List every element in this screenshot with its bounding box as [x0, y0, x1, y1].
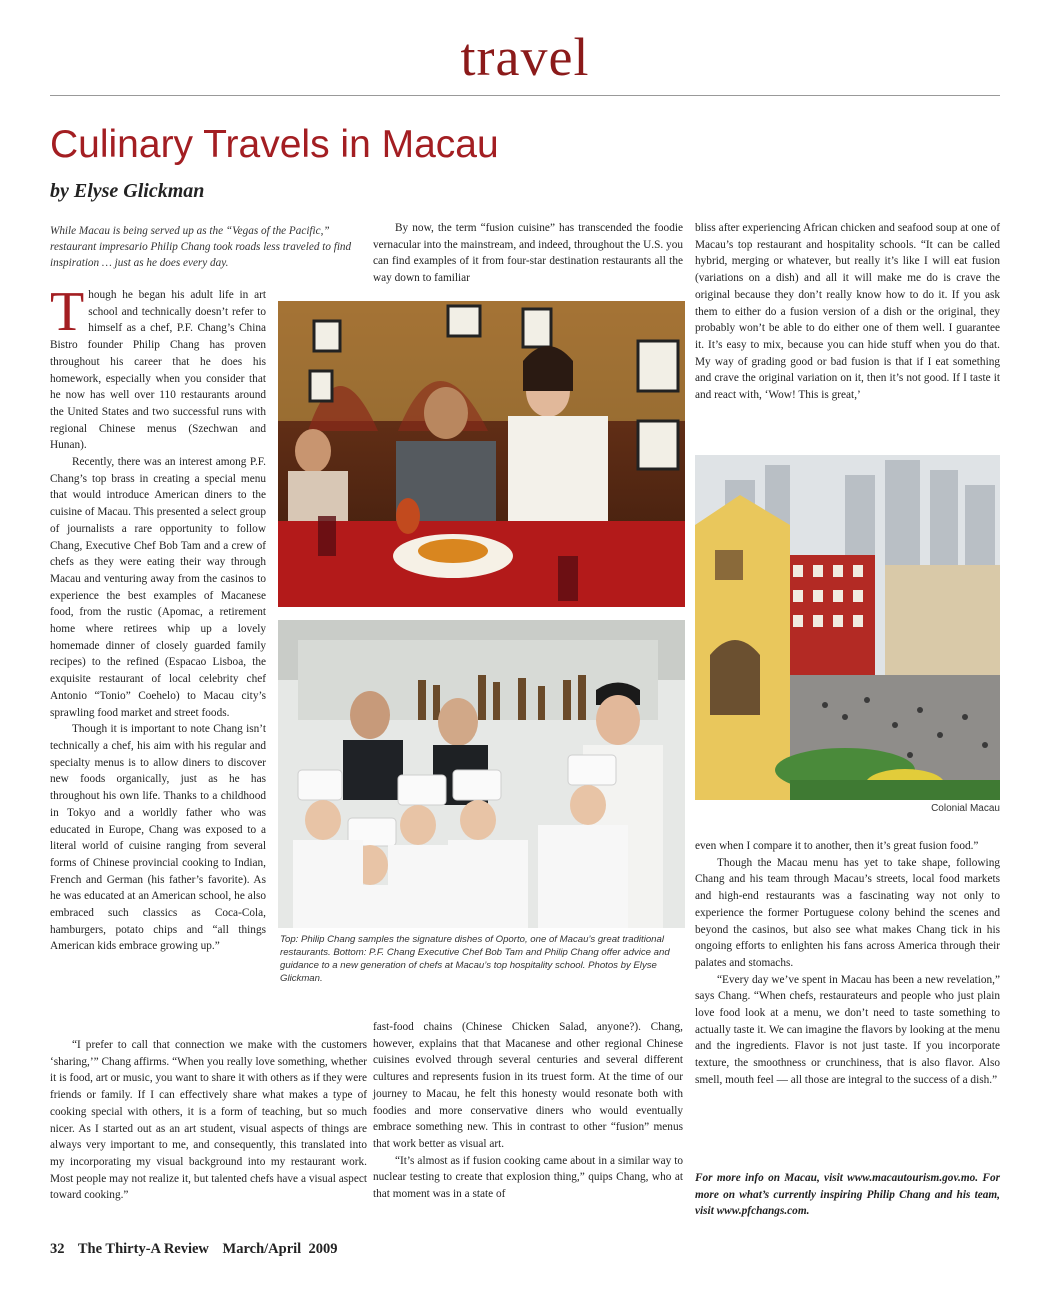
paragraph-7: “It’s almost as if fusion cooking came about in a similar way to nuclear testing to create that explosion thing,” quips Chang, who at that moment was in a state of	[373, 1154, 683, 1201]
publication-name: The Thirty-A Review	[77, 1241, 209, 1257]
photo-caption: Top: Philip Chang samples the signature dishes of Oporto, one of Macau’s great traditional restaurants. Bottom: P.F. Chang Executive Chef Bob Tam and Philip Chang offer advice and guidance to a new generation of chefs at Macau’s top hospitality school. Photos by Elyse Glickman.	[280, 934, 670, 984]
article-title: Culinary Travels in Macau	[50, 123, 499, 166]
colonial-macau-caption: Colonial Macau	[931, 803, 1000, 814]
section-heading: travel	[460, 27, 590, 87]
page-number: 32	[50, 1241, 65, 1257]
drop-cap: T	[50, 281, 85, 343]
paragraph-4: “I prefer to call that connection we make with the customers ‘sharing,’” Chang affirms. “When you really love something, whether it is food, art or music, you want to share it with others as if they were friends or family. If I can effectively share what makes a type of cooking special with others, it is a form of teaching, but so much nicer. As I started out as an art student, visual aspects of things are always very important to me, and consequently, this translated into my incorporating my visual background into my restaurant work. Most people may not realize it, but talented chefs have a visual aspect toward cooking.”	[50, 1039, 367, 1202]
more-info-note: For more info on Macau, visit www.macautourism.gov.mo. For more on what’s currently inspiring Philip Chang and his team, visit www.pfchangs.com.	[695, 1172, 1000, 1218]
chefs-photo-image	[278, 620, 685, 928]
article-deck: While Macau is being served up as the “Vegas of the Pacific,” restaurant impresario Philip Chang took roads less traveled to find inspiration … just as he does every day.	[50, 225, 352, 269]
column-3-middle	[695, 838, 1000, 1089]
issue-date: March/April 2009	[222, 1241, 338, 1257]
paragraph-3: Though it is important to note Chang isn’t technically a chef, his aim with his regular and specialty menus is to allow diners to discover new foods organically, just as he has throughout his own life. Thanks to a childhood in Tokyo and a worldly father who was educated in Europe, Chang was exposed to a literal world of cuisine ranging from several forms of Chinese provincial cooking to Indian, French and German (his father’s favorite). As he was educated at an American school, he also embraced such classics as Coca-Cola, hamburgers, potato chips and “all things American kids embrace growing up.”	[50, 723, 266, 953]
column-1-top	[50, 281, 266, 955]
column-2-bottom	[373, 1019, 683, 1203]
paragraph-1	[50, 281, 266, 454]
paragraph-9: even when I compare it to another, then it’s great fusion food.”	[695, 840, 979, 852]
paragraph-5: By now, the term “fusion cuisine” has transcended the foodie vernacular into the mainstream, and indeed, throughout the U.S. you can find examples of it from four-star destination restaurants all the way down to familiar	[373, 222, 683, 285]
restaurant-photo	[278, 301, 685, 607]
paragraph-1-text: hough he began his adult life in art school and technically doesn’t refer to himself as a chef, P.F. Chang’s China Bistro founder Philip Chang has proven throughout his career that he does his homework, especially when you consider that he now has well over 110 restaurants around the United States and two successful runs with regional Chinese menus (Szechwan and Hunan).	[50, 289, 266, 452]
byline: by Elyse Glickman	[50, 180, 205, 202]
column-3-top	[695, 220, 1000, 404]
paragraph-8: bliss after experiencing African chicken and seafood soup at one of Macau’s top restaurant and hospitality schools. “It can be called hybrid, merging or whatever, but really it’s like I will eat fusion (variations on a dish) and all it will make me do is crave the original because they don’t really know how to do it. If you ask them to either do a fusion version of a dish or the original, they probably won’t be able to do either one of them well. I guarantee it. It’s easy to mix, because you can hide stuff when you do that. My way of grading good or bad fusion is that if I eat something and crave the original variation on it, then it’s not good. If I taste it and react with, ‘Wow! This is great,’	[695, 222, 1000, 402]
colonial-macau-image	[695, 455, 1000, 800]
column-2-top	[373, 220, 683, 287]
header-rule	[50, 95, 1000, 96]
paragraph-11: “Every day we’ve spent in Macau has been a new revelation,” says Chang. “When chefs, restaurateurs and people who just plain love food look at a menu, we don’t need to taste something to actually taste it. We can imagine the flavors by looking at the menu and the ingredients. Flavor is not just taste. If you incorporate texture, the smoothness or crunchiness, that is also flavor. Also smell, mouth feel — all those are integral to the success of a dish.”	[695, 973, 1000, 1086]
paragraph-6: fast-food chains (Chinese Chicken Salad, anyone?). Chang, however, explains that that Macanese and other regional Chinese cuisines evolved through several centuries and several different cultures and represents fusion in its truest form. At the time of our journey to Macau, he felt this honesty would resonate both with foodies and more conservative diners who would eventually embrace something new. This in contrast to other “fusion” menus that work better as visual art.	[373, 1021, 683, 1150]
chefs-photo	[278, 620, 685, 928]
colonial-macau-photo	[695, 455, 1000, 800]
paragraph-10: Though the Macau menu has yet to take shape, following Chang and his team through Macau’s streets, local food markets and high-end restaurants was a fascinating way not only to experience the former Portuguese colony behind the scenes and beyond the casinos, but also see what makes Chang tick in his ongoing efforts to enlighten his fans across America through their palates and stomachs.	[695, 856, 1000, 969]
column-1-bottom	[50, 1037, 367, 1204]
paragraph-2: Recently, there was an interest among P.F. Chang’s top brass in creating a special menu that would introduce American diners to the cuisine of Macau. This presented a select group of journalists a rare opportunity to follow Chang, Executive Chef Bob Tam and a crew of chefs as they were eating their way through Macau and venturing away from the casinos to experience the best examples of Macanese food, from the rustic (Apomac, a retirement home where retirees whip up a lovely homemade dinner of closely guarded family recipes) to the refined (Espacao Lisboa, the exquisite restaurant of local celebrity chef Antonio “Tonio” Coehelo) to Macau city’s sprawling food market and street foods.	[50, 456, 266, 719]
page-footer	[50, 1241, 347, 1258]
restaurant-photo-image	[278, 301, 685, 607]
